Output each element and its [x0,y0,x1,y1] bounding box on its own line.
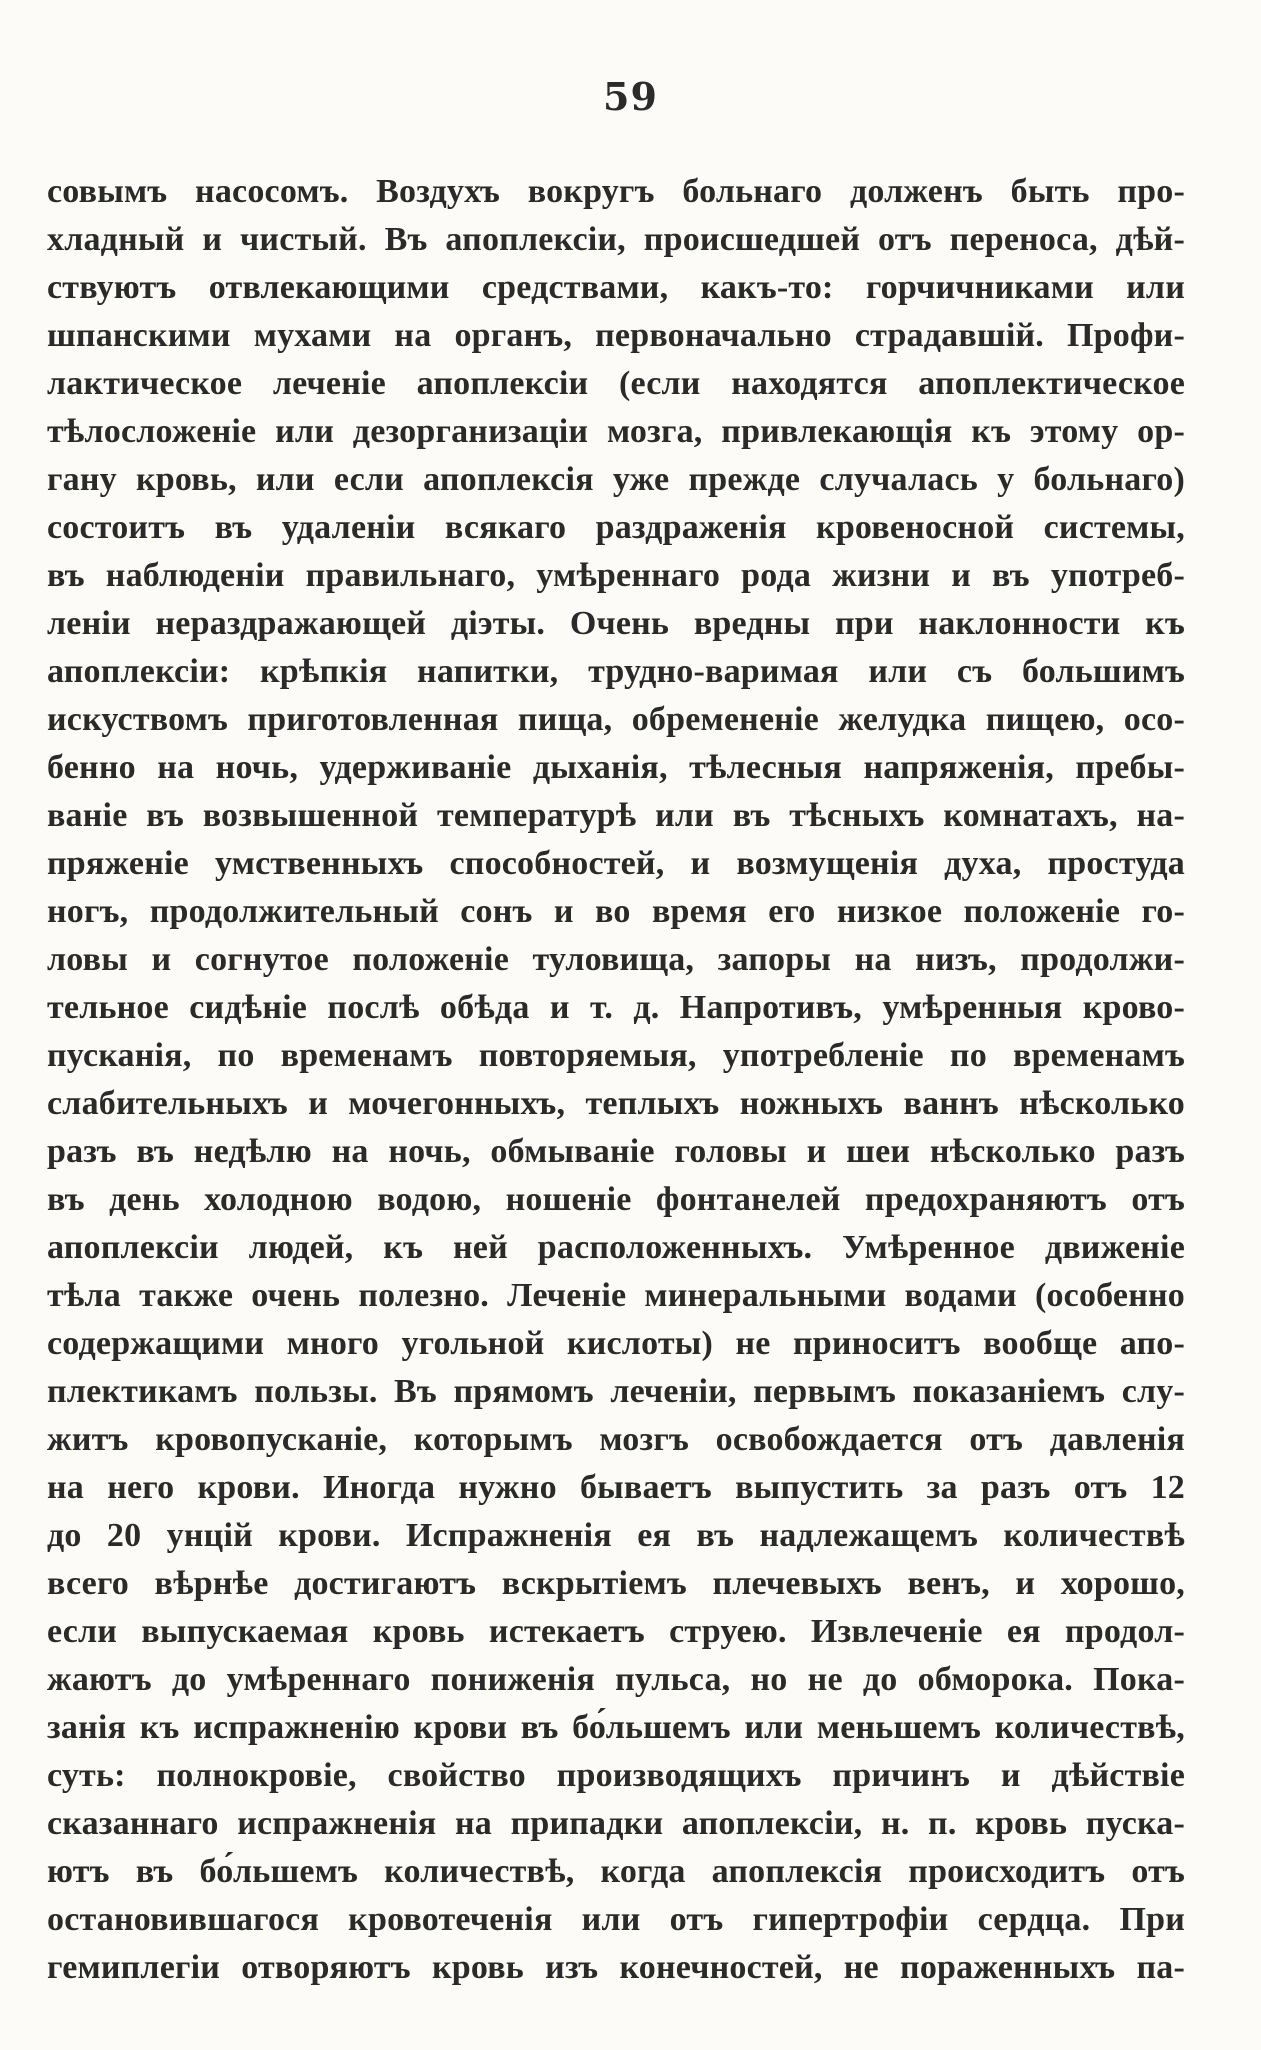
text-line: сказаннаго испражненія на припадки апоплексіи, н. п. кровь пуска- [47,1805,1185,1842]
text-line: шпанскими мухами на органъ, первоначально страдавшій. Профи- [47,317,1185,354]
text-line: состоитъ въ удаленіи всякаго раздраженія кровеносной системы, [47,509,1185,546]
text-line: гемиплегіи отворяютъ кровь изъ конечностей, не пораженныхъ па- [47,1949,1185,1986]
text-line: на него крови. Иногда нужно бываетъ выпустить за разъ отъ 12 [47,1469,1185,1506]
text-line: ваніе въ возвышенной температурѣ или въ тѣсныхъ комнатахъ, на- [47,797,1185,834]
text-line: тѣлосложеніе или дезорганизаціи мозга, привлекающія къ этому ор- [47,413,1185,450]
text-line: искуствомъ приготовленная пища, обремененіе желудка пищею, осо- [47,701,1185,738]
page-number: 59 [603,74,658,119]
text-line: пряженіе умственныхъ способностей, и возмущенія духа, простуда [47,845,1185,882]
text-line: апоплексіи людей, къ ней расположенныхъ. Умѣренное движеніе [47,1229,1185,1266]
text-line: пусканія, по временамъ повторяемыя, употребленіе по временамъ [47,1037,1185,1074]
text-line: разъ въ недѣлю на ночь, обмываніе головы и шеи нѣсколько разъ [47,1133,1185,1170]
text-line: ловы и согнутое положеніе туловища, запоры на низъ, продолжи- [47,941,1185,978]
text-line: въ день холодною водою, ношеніе фонтанелей предохраняютъ отъ [47,1181,1185,1218]
text-line: гану кровь, или если апоплексія уже прежде случалась у больнаго) [47,461,1185,498]
text-line: въ наблюденіи правильнаго, умѣреннаго рода жизни и въ употреб- [47,557,1185,594]
text-line: слабительныхъ и мочегонныхъ, теплыхъ ножныхъ ваннъ нѣсколько [47,1085,1185,1122]
text-line: жаютъ до умѣреннаго пониженія пульса, но не до обморока. Пока- [47,1661,1185,1698]
text-line: ногъ, продолжительный сонъ и во время его низкое положеніе го- [47,893,1185,930]
text-line: если выпускаемая кровь истекаетъ струею. Извлеченіе ея продол- [47,1613,1185,1650]
text-line: бенно на ночь, удерживаніе дыханія, тѣлесныя напряженія, пребы- [47,749,1185,786]
text-line: суть: полнокровіе, свойство производящихъ причинъ и дѣйствіе [47,1757,1185,1794]
text-line: содержащими много угольной кислоты) не приноситъ вообще апо- [47,1325,1185,1362]
text-line: тельное сидѣніе послѣ обѣда и т. д. Напротивъ, умѣренныя крово- [47,989,1185,1026]
text-line: ютъ въ бо́льшемъ количествѣ, когда апоплексія происходитъ отъ [47,1853,1185,1890]
text-line: житъ кровопусканіе, которымъ мозгъ освобождается отъ давленія [47,1421,1185,1458]
text-line: всего вѣрнѣе достигаютъ вскрытіемъ плечевыхъ венъ, и хорошо, [47,1565,1185,1602]
text-line: совымъ насосомъ. Воздухъ вокругъ больнаго долженъ быть про- [47,173,1185,210]
text-line: тѣла также очень полезно. Леченіе минеральными водами (особенно [47,1277,1185,1314]
text-line: занія къ испражненію крови въ бо́льшемъ или меньшемъ количествѣ, [47,1709,1185,1746]
text-line: плектикамъ пользы. Въ прямомъ леченіи, первымъ показаніемъ слу- [47,1373,1185,1410]
text-line: остановившагося кровотеченія или отъ гипертрофіи сердца. При [47,1901,1185,1938]
text-line: хладный и чистый. Въ апоплексіи, происшедшей отъ переноса, дѣй- [47,221,1185,258]
text-line: апоплексіи: крѣпкія напитки, трудно-варимая или съ большимъ [47,653,1185,690]
text-line: леніи нераздражающей діэты. Очень вредны при наклонности къ [47,605,1185,642]
body-text [47,168,1185,1992]
text-line: лактическое леченіе апоплексіи (если находятся апоплектическое [47,365,1185,402]
text-line: ствуютъ отвлекающими средствами, какъ-то: горчичниками или [47,269,1185,306]
text-line: до 20 унцій крови. Испражненія ея въ надлежащемъ количествѣ [47,1517,1185,1554]
